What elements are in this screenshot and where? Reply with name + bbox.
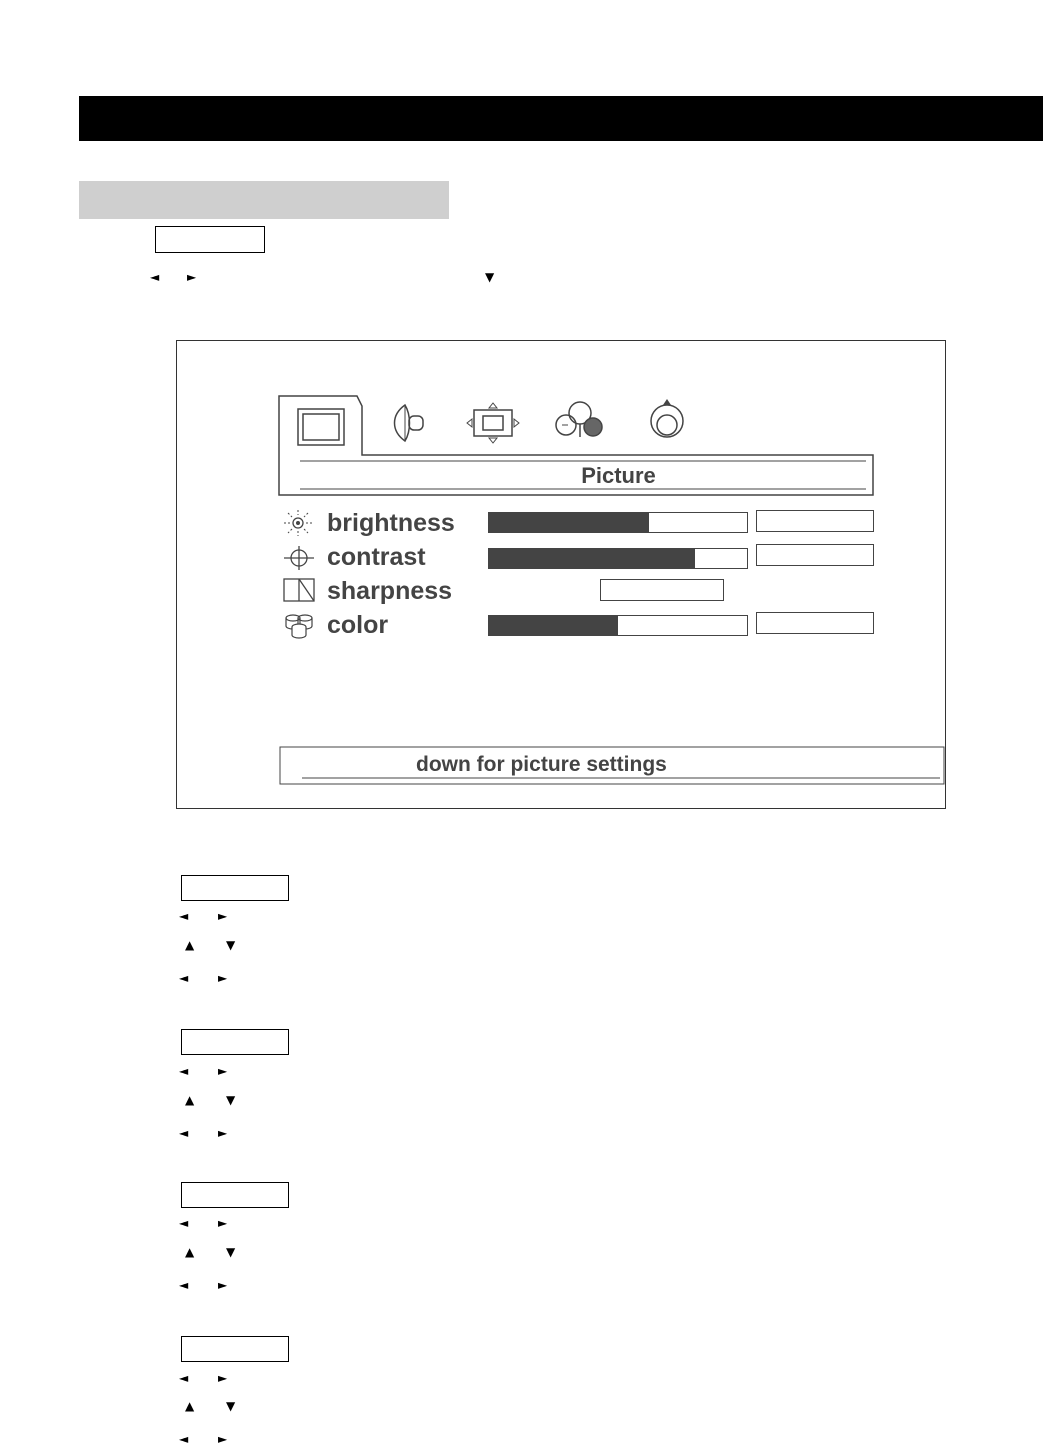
osd-tab-title: Picture xyxy=(581,463,656,488)
contrast-icon xyxy=(282,544,316,572)
page-header-bar xyxy=(79,96,1043,141)
up-arrow-icon: ▲ xyxy=(185,938,195,952)
color-value-box xyxy=(756,612,874,634)
left-arrow-icon: ◄ xyxy=(179,1432,189,1446)
color-bar-fill xyxy=(489,616,618,635)
contrast-bar-fill xyxy=(489,549,695,568)
down-arrow-icon: ▼ xyxy=(485,270,495,284)
right-arrow-icon: ► xyxy=(218,1432,228,1446)
right-arrow-icon: ► xyxy=(218,1371,228,1385)
right-arrow-icon: ► xyxy=(218,909,228,923)
left-arrow-icon: ◄ xyxy=(179,1278,189,1292)
brightness-value-box xyxy=(756,510,874,532)
right-arrow-icon: ► xyxy=(218,1216,228,1230)
right-arrow-icon: ► xyxy=(218,1278,228,1292)
color-label: color xyxy=(327,611,389,639)
left-arrow-icon: ◄ xyxy=(179,1126,189,1140)
screen-position-icon[interactable] xyxy=(465,401,521,445)
sharpness-icon xyxy=(283,578,317,604)
brightness-label: brightness xyxy=(327,509,455,537)
up-arrow-icon: ▲ xyxy=(185,1245,195,1259)
up-arrow-icon: ▲ xyxy=(185,1093,195,1107)
right-arrow-icon: ► xyxy=(218,1126,228,1140)
section-heading-bar xyxy=(79,181,449,219)
contrast-bar[interactable] xyxy=(488,548,748,569)
up-arrow-icon: ▲ xyxy=(185,1399,195,1413)
left-arrow-icon: ◄ xyxy=(179,971,189,985)
right-arrow-icon: ► xyxy=(218,971,228,985)
down-arrow-icon: ▼ xyxy=(226,1093,236,1107)
brightness-bar[interactable] xyxy=(488,512,748,533)
audio-icon[interactable] xyxy=(389,401,429,445)
left-arrow-icon: ◄ xyxy=(150,270,160,284)
key-box-3 xyxy=(181,1182,289,1208)
key-box-4 xyxy=(181,1336,289,1362)
left-arrow-icon: ◄ xyxy=(179,1064,189,1078)
osd-hint: down for picture settings xyxy=(416,753,667,776)
options-icon[interactable] xyxy=(553,399,609,443)
left-arrow-icon: ◄ xyxy=(179,1216,189,1230)
picture-icon[interactable] xyxy=(296,407,348,447)
down-arrow-icon: ▼ xyxy=(226,938,236,952)
down-arrow-icon: ▼ xyxy=(226,1399,236,1413)
contrast-label: contrast xyxy=(327,543,426,571)
right-arrow-icon: ► xyxy=(218,1064,228,1078)
sharpness-bar[interactable] xyxy=(600,579,724,601)
key-box-2 xyxy=(181,1029,289,1055)
sharpness-label: sharpness xyxy=(327,577,453,605)
key-box-1 xyxy=(181,875,289,901)
brightness-icon xyxy=(282,509,314,537)
menu-key-box xyxy=(155,226,265,253)
color-icon xyxy=(283,611,317,639)
brightness-bar-fill xyxy=(489,513,649,532)
osd-screen xyxy=(176,340,946,809)
left-arrow-icon: ◄ xyxy=(179,1371,189,1385)
color-bar[interactable] xyxy=(488,615,748,636)
contrast-value-box xyxy=(756,544,874,566)
down-arrow-icon: ▼ xyxy=(226,1245,236,1259)
input-icon[interactable] xyxy=(647,397,687,441)
left-arrow-icon: ◄ xyxy=(179,909,189,923)
right-arrow-icon: ► xyxy=(187,270,197,284)
